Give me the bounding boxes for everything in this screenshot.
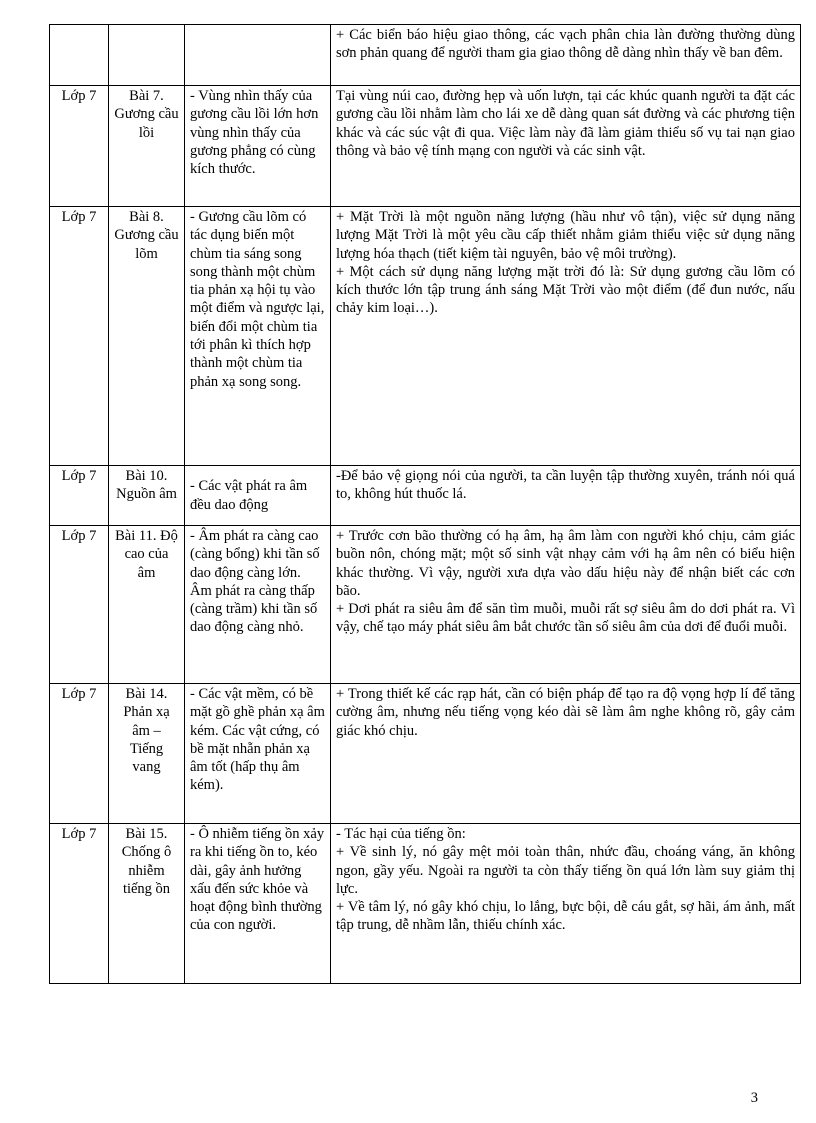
page-number: 3 xyxy=(750,1090,758,1106)
grade-cell: Lớp 7 xyxy=(50,466,109,526)
table-row xyxy=(50,526,801,684)
lesson-cell xyxy=(109,25,185,86)
application-line: - Tác hại của tiếng ồn: xyxy=(336,826,466,842)
lesson-cell: Bài 10. Nguồn âm xyxy=(109,466,185,526)
application-line: -Để bảo vệ giọng nói của người, ta cần luyện tập thường xuyên, tránh nói quá to, không hút thuốc lá. xyxy=(336,468,795,503)
application-cell xyxy=(331,466,801,526)
application-cell xyxy=(331,684,801,824)
application-line: + Dơi phát ra siêu âm để săn tìm muỗi, muỗi rất sợ siêu âm do dơi phát ra. Vì vậy, chế tạo máy phát siêu âm bắt chước tần số siêu âm của dơi để đuổi muỗi. xyxy=(336,601,795,636)
knowledge-cell: - Gương cầu lõm có tác dụng biến một chùm tia sáng song song thành một chùm tia phản xạ hội tụ vào một điểm và ngược lại, biến đổi một chùm tia tới phân kì thích hợp thành một chùm tia phản xạ song song. xyxy=(185,207,331,466)
table-row xyxy=(50,25,801,86)
lesson-cell: Bài 14. Phản xạ âm – Tiếng vang xyxy=(109,684,185,824)
lesson-cell: Bài 8. Gương cầu lõm xyxy=(109,207,185,466)
application-line: + Trước cơn bão thường có hạ âm, hạ âm làm con người khó chịu, cảm giác buồn nôn, chóng mặt; một số sinh vật nhạy cảm với hạ âm nên có biểu hiện khác thường. Vì vậy, người xưa dựa vào dấu hiệu này để nhận biết các cơn bão. xyxy=(336,528,795,599)
knowledge-cell: - Âm phát ra càng cao (càng bổng) khi tần số dao động càng lớn. Âm phát ra càng thấp (càng trầm) khi tần số dao động càng nhỏ. xyxy=(185,526,331,684)
application-cell xyxy=(331,526,801,684)
content-table xyxy=(49,24,801,984)
grade-cell: Lớp 7 xyxy=(50,526,109,684)
knowledge-cell: - Ô nhiễm tiếng ồn xảy ra khi tiếng ồn to, kéo dài, gây ảnh hưởng xấu đến sức khỏe và hoạt động bình thường của con người. xyxy=(185,824,331,984)
lesson-cell: Bài 11. Độ cao của âm xyxy=(109,526,185,684)
application-cell xyxy=(331,25,801,86)
application-line: + Mặt Trời là một nguồn năng lượng (hầu như vô tận), việc sử dụng năng lượng Mặt Trời là một yêu cầu cấp thiết nhằm giảm thiểu việc sử dụng năng lượng hóa thạch (tiết kiệm tài nguyên, bảo vệ môi trường). xyxy=(336,209,795,262)
grade-cell: Lớp 7 xyxy=(50,86,109,207)
grade-cell xyxy=(50,25,109,86)
application-line: + Một cách sử dụng năng lượng mặt trời đó là: Sử dụng gương cầu lõm có kích thước lớn tập trung ánh sáng Mặt Trời vào một điểm (để đun nước, nấu chảy kim loại…). xyxy=(336,263,795,317)
table-row xyxy=(50,207,801,466)
table-row xyxy=(50,466,801,526)
lesson-cell: Bài 7. Gương cầu lồi xyxy=(109,86,185,207)
knowledge-cell xyxy=(185,25,331,86)
table-row xyxy=(50,684,801,824)
application-cell xyxy=(331,86,801,207)
application-line: + Các biển báo hiệu giao thông, các vạch phân chia làn đường thường dùng sơn phản quang để người tham gia giao thông dễ dàng nhìn thấy về ban đêm. xyxy=(336,27,795,62)
application-line: + Về tâm lý, nó gây khó chịu, lo lắng, bực bội, dễ cáu gắt, sợ hãi, ám ảnh, mất tập trung, dễ nhầm lẫn, thiếu chính xác. xyxy=(336,899,795,934)
application-line: Tại vùng núi cao, đường hẹp và uốn lượn, tại các khúc quanh người ta đặt các gương cầu lồi nhằm làm cho lái xe dễ dàng quan sát đường và các phương tiện khác và các súc vật đi qua. Việc làm này đã làm giảm thiểu số vụ tai nạn giao thông và bảo vệ tính mạng con người và các sinh vật. xyxy=(336,88,795,159)
application-line: + Về sinh lý, nó gây mệt mỏi toàn thân, nhức đầu, choáng váng, ăn không ngon, gầy yếu. Ngoài ra người ta còn thấy tiếng ồn quá lớn làm suy giảm thị lực. xyxy=(336,844,795,897)
grade-cell: Lớp 7 xyxy=(50,207,109,466)
table-row xyxy=(50,824,801,984)
application-cell xyxy=(331,207,801,466)
knowledge-cell: - Vùng nhìn thấy của gương cầu lồi lớn hơn vùng nhìn thấy của gương phẳng có cùng kích thước. xyxy=(185,86,331,207)
application-cell xyxy=(331,824,801,984)
application-line: + Trong thiết kế các rạp hát, cần có biện pháp để tạo ra độ vọng hợp lí để tăng cường âm, nhưng nếu tiếng vọng kéo dài sẽ làm âm nghe không rõ, gây cảm giác khó chịu. xyxy=(336,686,795,739)
grade-cell: Lớp 7 xyxy=(50,684,109,824)
knowledge-cell: - Các vật mềm, có bề mặt gồ ghề phản xạ âm kém. Các vật cứng, có bề mặt nhẵn phản xạ âm tốt (hấp thụ âm kém). xyxy=(185,684,331,824)
lesson-cell: Bài 15. Chống ô nhiễm tiếng ồn xyxy=(109,824,185,984)
table-row xyxy=(50,86,801,207)
knowledge-cell: - Các vật phát ra âm đều dao động xyxy=(185,466,331,526)
grade-cell: Lớp 7 xyxy=(50,824,109,984)
